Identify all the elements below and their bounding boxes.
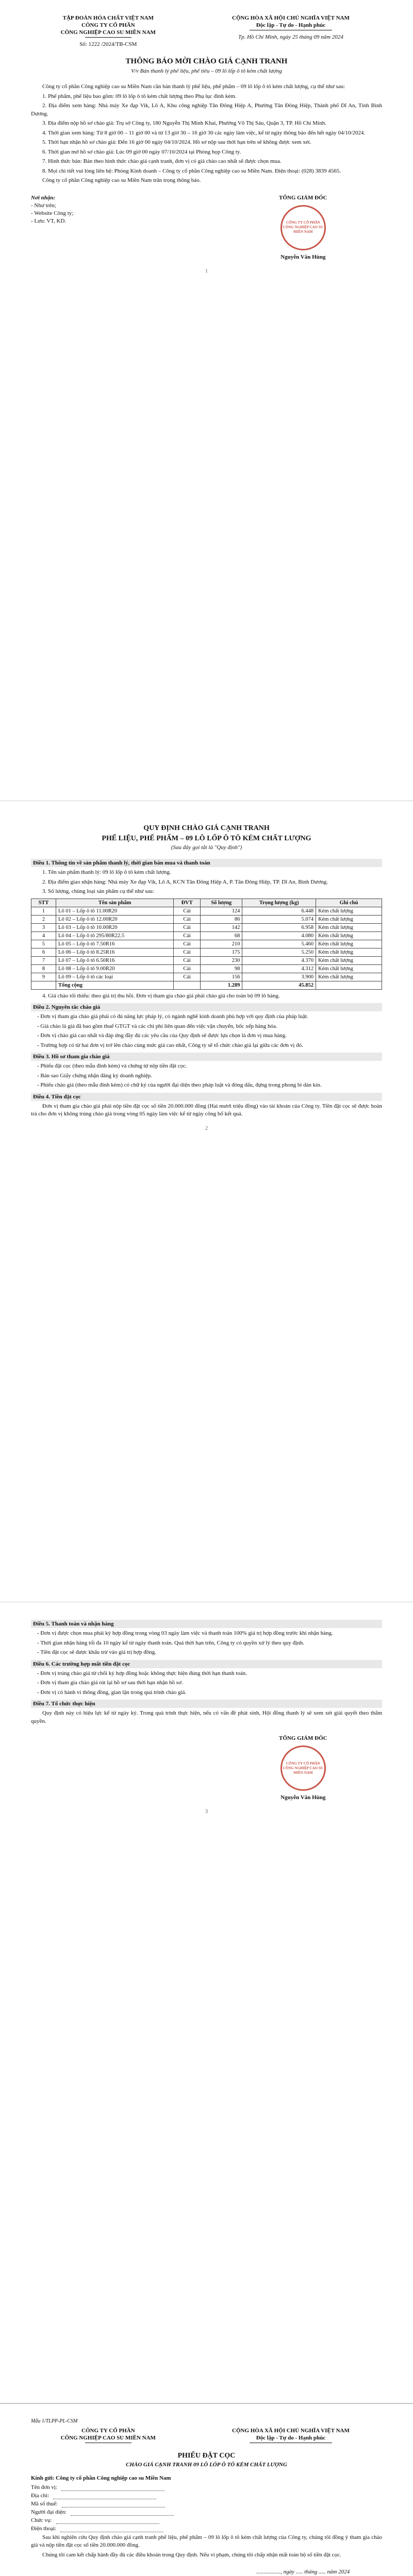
table-cell: Lô 08 – Lốp ô tô 9.00R20 xyxy=(56,964,174,973)
form-tag: Mẫu 1/TLPP-PL-CSM xyxy=(31,2418,78,2424)
rules-title-3: (Sau đây gọi tắt là "Quy định") xyxy=(171,844,242,851)
table-cell: 4.080 xyxy=(242,931,316,940)
table-cell: Kém chất lượng xyxy=(316,907,382,915)
signer-name: Nguyễn Văn Hùng xyxy=(280,1794,326,1801)
form-fill-line[interactable] xyxy=(61,2484,164,2491)
article-heading: Điều 6. Các trường hợp mất tiền đặt cọc xyxy=(31,1660,382,1668)
company-name-2: CÔNG NGHIỆP CAO SU MIỀN NAM xyxy=(60,2435,156,2441)
company-name: CÔNG TY CỔ PHẦN xyxy=(81,2428,135,2434)
form-field: Địa chỉ: xyxy=(31,2493,382,2499)
table-cell: Cái xyxy=(174,948,201,956)
form-fill-line[interactable] xyxy=(53,2493,156,2499)
table-cell: 2 xyxy=(31,915,56,923)
parent-org: TẬP ĐOÀN HÓA CHẤT VIỆT NAM xyxy=(62,15,154,21)
article-text: Đơn vị tham gia chào giá phải nộp tiền đặt cọc số tiền 20.000.000 đồng (Hai mươi triệu đồng) vào tài khoản của Công ty. Tiền đặt cọc sẽ được hoàn trả cho đơn vị không trúng chào giá trong vòng 05 ngày làm việc kể từ ngày công bố kết quả. xyxy=(31,1103,382,1117)
notice-subtitle: V/v Bán thanh lý phế liệu, phế tiêu – 09 lô lốp ô tô kém chất lượng xyxy=(131,68,282,74)
table-cell: 5.074 xyxy=(242,915,316,923)
table-cell: 86 xyxy=(201,915,242,923)
form-fill-line[interactable] xyxy=(60,2526,163,2532)
notice-item: 5. Thời hạn nhận hồ sơ chào giá: Đến 16 giờ 00 ngày 04/10/2024. Hồ sơ nộp sau thời hạn trên sẽ không được xem xét. xyxy=(42,139,311,145)
table-cell: 210 xyxy=(201,940,242,948)
table-cell: 124 xyxy=(201,907,242,915)
form-field: Mã số thuế: xyxy=(31,2501,382,2507)
table-cell: Kém chất lượng xyxy=(316,973,382,981)
form-fill-line[interactable] xyxy=(71,2509,174,2516)
article-item: - Đơn vị có hành vi thông đồng, gian lận trong quá trình chào giá. xyxy=(37,1689,187,1696)
table-cell: 230 xyxy=(201,956,242,964)
table-cell: 156 xyxy=(201,973,242,981)
table-row xyxy=(31,948,382,956)
table-cell: Lô 04 – Lốp ô tô 295/80R22.5 xyxy=(56,931,174,940)
table-cell: 5.460 xyxy=(242,940,316,948)
form-header xyxy=(31,2427,382,2443)
form-field: Điện thoại: xyxy=(31,2526,382,2532)
page-deposit-form xyxy=(0,2403,413,2576)
notice-intro: Công ty cổ phần Công nghiệp cao su Miền Nam cần bán thanh lý phế liệu, phế phẩm – 09 lô lốp ô tô kém chất lượng, cụ thể như sau: xyxy=(42,83,345,90)
table-cell xyxy=(174,981,201,989)
notice-item: 4. Thời gian xem hàng: Từ 8 giờ 00 – 11 giờ 00 và từ 13 giờ 30 – 16 giờ 30 các ngày làm việc, kể từ ngày thông báo đến hết ngày 04/10/2024. xyxy=(42,129,366,136)
table-cell: Lô 02 – Lốp ô tô 12.00R20 xyxy=(56,915,174,923)
table-header: Tên sản phẩm xyxy=(56,899,174,907)
recipient: - Website Công ty; xyxy=(31,210,74,216)
table-cell: Kém chất lượng xyxy=(316,923,382,931)
recipient: - Lưu: VT, KD. xyxy=(31,217,67,224)
table-cell: Tổng cộng xyxy=(56,981,174,989)
article-item: - Trường hợp có từ hai đơn vị trở lên chào cùng mức giá cao nhất, Công ty sẽ tổ chức chào giá lại giữa các đơn vị đó. xyxy=(37,1042,303,1048)
article-item: - Bản sao Giấy chứng nhận đăng ký doanh nghiệp. xyxy=(37,1072,152,1079)
document-header xyxy=(31,14,382,48)
table-cell: Kém chất lượng xyxy=(316,948,382,956)
table-cell: 6 xyxy=(31,948,56,956)
table-cell: Cái xyxy=(174,915,201,923)
recipient: - Như trên; xyxy=(31,202,56,209)
form-title: PHIẾU ĐẶT CỌC xyxy=(177,2452,236,2460)
signature-block xyxy=(31,1735,382,1802)
table-row xyxy=(31,973,382,981)
article-heading: Điều 5. Thanh toán và nhận hàng xyxy=(31,1620,382,1628)
table-cell: Lô 05 – Lốp ô tô 7.50R16 xyxy=(56,940,174,948)
article-item: - Đơn vị được chọn mua phải ký hợp đồng trong vòng 03 ngày làm việc và thanh toán 100% giá trị hợp đồng trước khi nhận hàng. xyxy=(37,1630,333,1636)
table-header: Ghi chú xyxy=(316,899,382,907)
form-sign-date: ................., ngày ..... tháng ..... năm 2024 xyxy=(256,2569,350,2575)
rules-title: QUY ĐỊNH CHÀO GIÁ CẠNH TRANH xyxy=(143,824,270,832)
form-subtitle: CHÀO GIÁ CẠNH TRANH 09 LÔ LỐP Ô TÔ KÉM CHẤT LƯỢNG xyxy=(126,2462,287,2468)
article-item: 4. Giá chào tối thiểu: theo giá trị thu hồi. Đơn vị tham gia chào giá phải chào giá cho toàn bộ 09 lô hàng. xyxy=(42,992,280,999)
page-number: 3 xyxy=(205,1809,208,1815)
table-header: ĐVT xyxy=(174,899,201,907)
table-cell: Kém chất lượng xyxy=(316,940,382,948)
table-cell: 175 xyxy=(201,948,242,956)
article-heading: Điều 4. Tiền đặt cọc xyxy=(31,1093,382,1101)
table-cell: 45.852 xyxy=(242,981,316,989)
table-cell: Cái xyxy=(174,973,201,981)
table-cell: Kém chất lượng xyxy=(316,931,382,940)
table-cell: Cái xyxy=(174,956,201,964)
state-title: CỘNG HÒA XÃ HỘI CHỦ NGHĨA VIỆT NAM xyxy=(232,2428,350,2434)
table-cell: 142 xyxy=(201,923,242,931)
table-cell: 4.370 xyxy=(242,956,316,964)
table-row xyxy=(31,940,382,948)
table-cell xyxy=(31,981,56,989)
table-cell: 4.312 xyxy=(242,964,316,973)
form-field: Chức vụ: xyxy=(31,2517,382,2524)
notice-item: 1. Phế phẩm, phế liệu bao gồm: 09 lô lốp ô tô kém chất lượng theo Phụ lục đính kèm. xyxy=(42,93,237,99)
notice-item: 2. Địa điểm xem hàng: Nhà máy Xe đạp Vik, Lô A, Khu công nghiệp Tân Đông Hiệp A, Phường Tân Đông Hiệp, Thành phố Dĩ An, Tỉnh Bình Dương. xyxy=(31,103,382,117)
table-cell: 9 xyxy=(31,973,56,981)
form-fill-line[interactable] xyxy=(56,2517,159,2524)
article-item: 3. Số lượng, chủng loại sản phẩm cụ thể như sau: xyxy=(42,888,154,894)
notice-item: 6. Thời gian mở hồ sơ chào giá: Lúc 09 giờ 00 ngày 07/10/2024 tại Phòng họp Công ty. xyxy=(42,148,241,155)
table-row xyxy=(31,923,382,931)
state-title: CỘNG HÒA XÃ HỘI CHỦ NGHĨA VIỆT NAM xyxy=(232,15,350,21)
article-heading: Điều 2. Nguyên tắc chào giá xyxy=(31,1003,382,1011)
table-row xyxy=(31,964,382,973)
table-cell: 4 xyxy=(31,931,56,940)
table-cell: Kém chất lượng xyxy=(316,956,382,964)
form-fill-line[interactable] xyxy=(62,2501,165,2507)
signer-role: TỔNG GIÁM ĐỐC xyxy=(279,194,327,201)
notice-item: 3. Địa điểm nộp hồ sơ chào giá: Trụ sở Công ty, 180 Nguyễn Thị Minh Khai, Phường Võ Thị Sáu, Quận 3, TP. Hồ Chí Minh. xyxy=(42,120,326,126)
document-date: Tp. Hồ Chí Minh, ngày 25 tháng 09 năm 2024 xyxy=(238,34,343,40)
company-name-2: CÔNG NGHIỆP CAO SU MIỀN NAM xyxy=(60,29,156,36)
table-cell: Lô 07 – Lốp ô tô 6.50R16 xyxy=(56,956,174,964)
article-item: 2. Địa điểm giao nhận hàng: Nhà máy Xe đạp Vik, Lô A, KCN Tân Đông Hiệp A, P. Tân Đông Hiệp, TP. Dĩ An, Bình Dương. xyxy=(42,878,328,885)
table-cell: 3 xyxy=(31,923,56,931)
article-item: 1. Tên sản phẩm thanh lý: 09 lô lốp ô tô kém chất lượng. xyxy=(42,869,171,875)
table-cell: Cái xyxy=(174,940,201,948)
article-heading: Điều 1. Thông tin về sản phẩm thanh lý, thời gian bán mua và thanh toán xyxy=(31,859,382,867)
table-cell: 7 xyxy=(31,956,56,964)
table-cell: 3.900 xyxy=(242,973,316,981)
company-stamp-icon: CÔNG TY CỔ PHẦN CÔNG NGHIỆP CAO SU MIỀN NAM xyxy=(280,1745,326,1791)
form-field: Người đại diện: xyxy=(31,2509,382,2516)
table-cell: 98 xyxy=(201,964,242,973)
products-table xyxy=(31,899,382,990)
table-total-row xyxy=(31,981,382,989)
page-number: 2 xyxy=(205,1125,208,1131)
notice-item: 7. Hình thức bán: Bán theo hình thức chào giá cạnh tranh, đơn vị có giá chào cao nhất sẽ được chọn mua. xyxy=(42,158,282,164)
article-item: - Phiếu chào giá (theo mẫu đính kèm) có chữ ký của người đại diện theo pháp luật và đóng dấu, đựng trong phong bì dán kín. xyxy=(37,1082,322,1088)
table-cell: Cái xyxy=(174,931,201,940)
table-row xyxy=(31,956,382,964)
article-item: - Đơn vị tham gia chào giá phải có đủ năng lực pháp lý, có ngành nghề kinh doanh phù hợp với quy định của pháp luật. xyxy=(37,1013,308,1020)
table-cell: Kém chất lượng xyxy=(316,964,382,973)
table-row xyxy=(31,907,382,915)
table-cell: Lô 09 – Lốp ô tô các loại xyxy=(56,973,174,981)
table-cell: 6.448 xyxy=(242,907,316,915)
table-cell: 68 xyxy=(201,931,242,940)
table-cell: 1.289 xyxy=(201,981,242,989)
state-motto: Độc lập - Tự do - Hạnh phúc xyxy=(256,22,326,28)
form-recipient: Kính gửi: Công ty cổ phần Công nghiệp cao su Miền Nam xyxy=(31,2475,171,2481)
article-item: - Đơn vị chào giá cao nhất và đáp ứng đầy đủ các yêu cầu của Quy định sẽ được lựa chọn là đơn vị mua hàng. xyxy=(37,1032,287,1039)
form-signature xyxy=(31,2568,382,2576)
page-rules xyxy=(0,801,413,1602)
page-number: 1 xyxy=(205,268,208,274)
form-body: Sau khi nghiên cứu Quy định chào giá cạnh tranh phế liệu, phế phẩm – 09 lô lốp ô tô kém chất lượng của Công ty, chúng tôi đồng ý tham gia chào giá và nộp tiền đặt cọc số tiền 20.000.000 đồng. xyxy=(31,2534,382,2548)
notice-title: THÔNG BÁO MỜI CHÀO GIÁ CẠNH TRANH xyxy=(125,57,288,65)
form-field: Tên đơn vị: xyxy=(31,2484,382,2491)
rules-title-2: PHẾ LIỆU, PHẾ PHẨM – 09 LÔ LỐP Ô TÔ KÉM CHẤT LƯỢNG xyxy=(102,835,311,842)
signer-name: Nguyễn Văn Hùng xyxy=(280,253,326,260)
table-header: Số lượng xyxy=(201,899,242,907)
article-item: - Giá chào là giá đã bao gồm thuế GTGT và các chi phí liên quan đến việc vận chuyển, bốc xếp hàng hóa. xyxy=(37,1023,277,1029)
table-cell xyxy=(316,981,382,989)
table-cell: 6.958 xyxy=(242,923,316,931)
page-notice xyxy=(0,0,413,801)
article-item: - Thời gian nhận hàng tối đa 10 ngày kể từ ngày thanh toán. Quá thời hạn trên, Công ty có quyền xử lý theo quy định. xyxy=(37,1639,304,1646)
table-cell: 1 xyxy=(31,907,56,915)
signature-block xyxy=(31,194,382,261)
table-cell: 5 xyxy=(31,940,56,948)
article-heading: Điều 3. Hồ sơ tham gia chào giá xyxy=(31,1053,382,1061)
table-cell: Lô 06 – Lốp ô tô 8.25R16 xyxy=(56,948,174,956)
company-stamp-icon: CÔNG TY CỔ PHẦN CÔNG NGHIỆP CAO SU MIỀN NAM xyxy=(280,205,326,250)
article-item: - Phiếu đặt cọc (theo mẫu đính kèm) và chứng từ nộp tiền đặt cọc. xyxy=(37,1063,187,1069)
document-number: Số: 1222 /2024/TB-CSM xyxy=(79,41,137,47)
state-motto: Độc lập - Tự do - Hạnh phúc xyxy=(256,2435,326,2441)
table-cell: Lô 01 – Lốp ô tô 11.00R20 xyxy=(56,907,174,915)
article-heading: Điều 7. Tổ chức thực hiện xyxy=(31,1700,382,1708)
article-item: - Tiền đặt cọc sẽ được khấu trừ vào giá trị hợp đồng. xyxy=(37,1649,156,1655)
table-row xyxy=(31,931,382,940)
form-body: Chúng tôi cam kết chấp hành đầy đủ các điều khoản trong Quy định. Nếu vi phạm, chúng tôi chấp nhận mất toàn bộ số tiền đặt cọc. xyxy=(42,2551,341,2558)
table-cell: 8 xyxy=(31,964,56,973)
table-cell: Cái xyxy=(174,923,201,931)
recipients-label: Nơi nhận: xyxy=(31,194,56,201)
article-item: - Đơn vị tham gia chào giá rút lại hồ sơ sau thời hạn nhận hồ sơ. xyxy=(37,1680,183,1686)
notice-closing: Công ty cổ phần Công nghiệp cao su Miền Nam trân trọng thông báo. xyxy=(42,177,201,183)
signer-role: TỔNG GIÁM ĐỐC xyxy=(279,1735,327,1741)
table-cell: Lô 03 – Lốp ô tô 10.00R20 xyxy=(56,923,174,931)
notice-item: 8. Mọi chi tiết vui lòng liên hệ: Phòng Kinh doanh – Công ty cổ phần Công nghiệp cao su Miền Nam. Điện thoại: (028) 3839 4565. xyxy=(42,167,341,174)
table-cell: 5.250 xyxy=(242,948,316,956)
article-item: - Đơn vị trúng chào giá từ chối ký hợp đồng hoặc không thực hiện đúng thời hạn thanh toán. xyxy=(37,1670,247,1676)
page-rules-continued xyxy=(0,1602,413,2403)
table-header: Trọng lượng (kg) xyxy=(242,899,316,907)
company-name: CÔNG TY CỔ PHẦN xyxy=(81,22,135,28)
article-text: Quy định này có hiệu lực kể từ ngày ký. Trong quá trình thực hiện, nếu có vấn đề phát sinh, Hội đồng thanh lý sẽ xem xét giải quyết theo thẩm quyền. xyxy=(31,1710,382,1724)
table-header: STT xyxy=(31,899,56,907)
table-row xyxy=(31,915,382,923)
table-cell: Kém chất lượng xyxy=(316,915,382,923)
table-cell: Cái xyxy=(174,907,201,915)
table-cell: Cái xyxy=(174,964,201,973)
